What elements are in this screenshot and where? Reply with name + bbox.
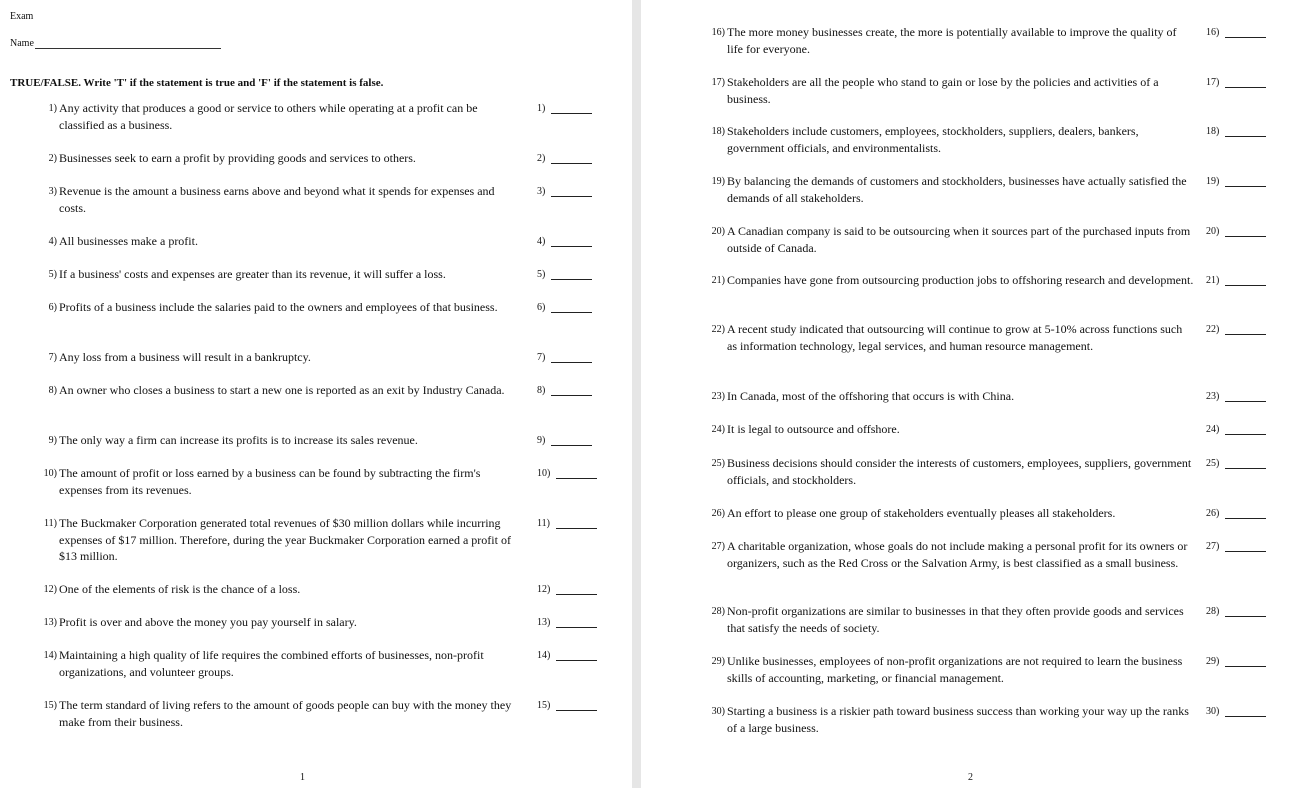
question-item xyxy=(43,647,521,680)
question-item xyxy=(711,603,1195,636)
question-item xyxy=(48,183,521,216)
answer-field[interactable] xyxy=(537,584,597,595)
question-text: A Canadian company is said to be outsourcing when it sources part of the purchased inputs from outside of Canada. xyxy=(727,224,1191,255)
question-text: In Canada, most of the offshoring that occurs is with China. xyxy=(727,389,1015,403)
answer-label: 20) xyxy=(1206,226,1220,237)
answer-label: 13) xyxy=(537,617,551,628)
question-number: 22) xyxy=(711,324,725,335)
answer-field[interactable] xyxy=(1206,126,1266,137)
question-item xyxy=(48,266,521,283)
question-text: Maintaining a high quality of life requires the combined efforts of businesses, non-profit organizations, and volunteer groups. xyxy=(59,648,484,679)
name-label: Name xyxy=(10,38,34,49)
question-number: 29) xyxy=(711,656,725,667)
answer-blank[interactable] xyxy=(1225,178,1266,187)
question-text: Unlike businesses, employees of non-profit organizations are not required to learn the business skills of accounting, marketing, or financial management. xyxy=(727,654,1183,685)
answer-blank[interactable] xyxy=(1225,658,1266,667)
question-number: 21) xyxy=(711,275,725,286)
question-text: The only way a firm can increase its profits is to increase its sales revenue. xyxy=(59,433,418,447)
answer-label: 19) xyxy=(1206,176,1220,187)
question-number: 15) xyxy=(43,700,57,711)
answer-field[interactable] xyxy=(537,269,592,280)
answer-field[interactable] xyxy=(1206,424,1266,435)
answer-blank[interactable] xyxy=(556,619,597,628)
answer-blank[interactable] xyxy=(556,586,597,595)
answer-field[interactable] xyxy=(1206,706,1266,717)
question-item xyxy=(711,223,1195,256)
answer-field[interactable] xyxy=(537,617,597,628)
answer-label: 12) xyxy=(537,584,551,595)
answer-label: 4) xyxy=(537,236,546,247)
answer-field[interactable] xyxy=(1206,324,1266,335)
answer-label: 7) xyxy=(537,352,546,363)
answer-label: 3) xyxy=(537,186,546,197)
question-text: Stakeholders are all the people who stand to gain or lose by the policies and activities of a business. xyxy=(727,75,1159,106)
question-item xyxy=(711,703,1195,736)
question-text: By balancing the demands of customers and stockholders, businesses have actually satisfied the demands of all stakeholders. xyxy=(727,174,1187,205)
question-item xyxy=(711,538,1195,571)
question-number: 19) xyxy=(711,176,725,187)
question-number: 18) xyxy=(711,126,725,137)
question-text: Any activity that produces a good or service to others while operating at a profit can be classified as a business. xyxy=(59,101,478,132)
answer-field[interactable] xyxy=(537,186,592,197)
question-item xyxy=(711,421,1195,438)
answer-field[interactable] xyxy=(537,435,592,446)
question-number: 26) xyxy=(711,508,725,519)
question-text: The term standard of living refers to the amount of goods people can buy with the money they make from their business. xyxy=(59,698,512,729)
answer-blank[interactable] xyxy=(551,238,592,247)
answer-blank[interactable] xyxy=(1225,29,1266,38)
question-number: 5) xyxy=(48,269,57,280)
answer-field[interactable] xyxy=(537,518,597,529)
question-text: Non-profit organizations are similar to businesses in that they often provide goods and services that satisfy the needs of society. xyxy=(727,604,1184,635)
answer-blank[interactable] xyxy=(551,437,592,446)
page-number: 2 xyxy=(968,772,973,783)
question-text: The Buckmaker Corporation generated total revenues of $30 million dollars while incurring expenses of $17 million. Therefore, during the year Buckmaker Corporation earned a profit of $13 million. xyxy=(59,516,511,563)
question-item xyxy=(43,581,521,598)
question-number: 23) xyxy=(711,391,725,402)
question-text: An owner who closes a business to start a new one is reported as an exit by Industry Canada. xyxy=(59,383,505,397)
question-number: 10) xyxy=(43,468,57,479)
answer-blank[interactable] xyxy=(1225,326,1266,335)
question-text: A charitable organization, whose goals do not include making a personal profit for its owners or organizers, such as the Red Cross or the Salvation Army, is best classified as a small business. xyxy=(727,539,1188,570)
question-text: Profits of a business include the salaries paid to the owners and employees of that business. xyxy=(59,300,498,314)
answer-label: 10) xyxy=(537,468,551,479)
question-number: 13) xyxy=(43,617,57,628)
answer-field[interactable] xyxy=(1206,27,1266,38)
answer-label: 26) xyxy=(1206,508,1220,519)
question-item xyxy=(48,432,521,449)
answer-field[interactable] xyxy=(1206,458,1266,469)
answer-field[interactable] xyxy=(537,153,592,164)
answer-blank[interactable] xyxy=(551,188,592,197)
question-text: The more money businesses create, the more is potentially available to improve the quality of life for everyone. xyxy=(727,25,1177,56)
question-text: Any loss from a business will result in a bankruptcy. xyxy=(59,350,311,364)
answer-field[interactable] xyxy=(1206,226,1266,237)
question-text: All businesses make a profit. xyxy=(59,234,198,248)
answer-field[interactable] xyxy=(537,700,597,711)
answer-field[interactable] xyxy=(1206,275,1266,286)
answer-field[interactable] xyxy=(1206,656,1266,667)
question-item xyxy=(711,272,1195,289)
answer-field[interactable] xyxy=(537,468,597,479)
question-number: 4) xyxy=(48,236,57,247)
question-number: 9) xyxy=(48,435,57,446)
answer-blank[interactable] xyxy=(1225,277,1266,286)
question-text: Companies have gone from outsourcing production jobs to offshoring research and development. xyxy=(727,273,1194,287)
answer-label: 29) xyxy=(1206,656,1220,667)
answer-blank[interactable] xyxy=(1225,79,1266,88)
question-text: Business decisions should consider the interests of customers, employees, suppliers, government officials, and stockholders. xyxy=(727,456,1192,487)
question-number: 17) xyxy=(711,77,725,88)
answer-label: 21) xyxy=(1206,275,1220,286)
question-text: If a business' costs and expenses are greater than its revenue, it will suffer a loss. xyxy=(59,267,446,281)
question-number: 1) xyxy=(48,103,57,114)
question-text: The amount of profit or loss earned by a business can be found by subtracting the firm's expenses from its revenues. xyxy=(59,466,481,497)
answer-label: 17) xyxy=(1206,77,1220,88)
answer-label: 27) xyxy=(1206,541,1220,552)
question-text: Starting a business is a riskier path toward business success than working your way up the ranks of a large business. xyxy=(727,704,1189,735)
answer-blank[interactable] xyxy=(1225,708,1266,717)
question-text: A recent study indicated that outsourcing will continue to grow at 5-10% across functions such as information technology, legal services, and human resource management. xyxy=(727,322,1183,353)
answer-field[interactable] xyxy=(537,302,592,313)
answer-blank[interactable] xyxy=(1225,128,1266,137)
question-item xyxy=(48,382,521,399)
question-item xyxy=(43,697,521,730)
answer-blank[interactable] xyxy=(1225,426,1266,435)
answer-label: 8) xyxy=(537,385,546,396)
page-number: 1 xyxy=(300,772,305,783)
question-item xyxy=(711,123,1195,156)
answer-blank[interactable] xyxy=(1225,393,1266,402)
name-line[interactable] xyxy=(35,39,221,49)
question-item xyxy=(711,24,1195,57)
question-text: An effort to please one group of stakeholders eventually pleases all stakeholders. xyxy=(727,506,1116,520)
question-text: Profit is over and above the money you pay yourself in salary. xyxy=(59,615,357,629)
answer-label: 25) xyxy=(1206,458,1220,469)
answer-blank[interactable] xyxy=(1225,510,1266,519)
answer-field[interactable] xyxy=(1206,606,1266,617)
answer-field[interactable] xyxy=(1206,391,1266,402)
answer-label: 18) xyxy=(1206,126,1220,137)
question-text: Revenue is the amount a business earns above and beyond what it spends for expenses and costs. xyxy=(59,184,495,215)
answer-blank[interactable] xyxy=(551,387,592,396)
question-item xyxy=(711,505,1195,522)
question-number: 28) xyxy=(711,606,725,617)
question-item xyxy=(711,321,1195,354)
question-number: 8) xyxy=(48,385,57,396)
name-field[interactable] xyxy=(10,38,221,49)
question-number: 30) xyxy=(711,706,725,717)
question-text: One of the elements of risk is the chance of a loss. xyxy=(59,582,301,596)
answer-field[interactable] xyxy=(1206,77,1266,88)
answer-blank[interactable] xyxy=(1225,228,1266,237)
question-item xyxy=(48,100,521,133)
answer-blank[interactable] xyxy=(551,304,592,313)
answer-blank[interactable] xyxy=(1225,608,1266,617)
answer-label: 16) xyxy=(1206,27,1220,38)
answer-blank[interactable] xyxy=(556,520,597,529)
answer-blank[interactable] xyxy=(551,155,592,164)
answer-field[interactable] xyxy=(537,236,592,247)
answer-field[interactable] xyxy=(537,103,592,114)
section-heading: TRUE/FALSE. Write 'T' if the statement is true and 'F' if the statement is false. xyxy=(10,77,384,89)
question-item xyxy=(44,515,521,565)
question-text: It is legal to outsource and offshore. xyxy=(727,422,900,436)
question-number: 27) xyxy=(711,541,725,552)
answer-label: 24) xyxy=(1206,424,1220,435)
question-item xyxy=(711,74,1195,107)
answer-field[interactable] xyxy=(537,352,592,363)
answer-label: 14) xyxy=(537,650,551,661)
answer-blank[interactable] xyxy=(1225,543,1266,552)
exam-page-2 xyxy=(641,0,1292,788)
question-number: 2) xyxy=(48,153,57,164)
question-item xyxy=(711,455,1195,488)
answer-label: 22) xyxy=(1206,324,1220,335)
answer-field[interactable] xyxy=(1206,541,1266,552)
question-item xyxy=(711,173,1195,206)
question-number: 7) xyxy=(48,352,57,363)
answer-label: 23) xyxy=(1206,391,1220,402)
question-number: 14) xyxy=(43,650,57,661)
question-item xyxy=(48,349,521,366)
exam-label: Exam xyxy=(10,11,34,22)
answer-blank[interactable] xyxy=(556,470,597,479)
answer-blank[interactable] xyxy=(551,105,592,114)
answer-blank[interactable] xyxy=(556,652,597,661)
question-number: 12) xyxy=(43,584,57,595)
question-number: 6) xyxy=(48,302,57,313)
question-number: 16) xyxy=(711,27,725,38)
answer-label: 1) xyxy=(537,103,546,114)
exam-page-1 xyxy=(0,0,632,788)
answer-label: 9) xyxy=(537,435,546,446)
answer-blank[interactable] xyxy=(551,271,592,280)
question-number: 11) xyxy=(44,518,57,529)
answer-label: 5) xyxy=(537,269,546,280)
question-item xyxy=(711,388,1195,405)
question-text: Stakeholders include customers, employees, stockholders, suppliers, dealers, bankers, government officials, and environmentalists. xyxy=(727,124,1139,155)
answer-blank[interactable] xyxy=(551,354,592,363)
question-item xyxy=(43,465,521,498)
question-item xyxy=(48,299,521,316)
answer-label: 2) xyxy=(537,153,546,164)
answer-label: 6) xyxy=(537,302,546,313)
answer-label: 28) xyxy=(1206,606,1220,617)
answer-field[interactable] xyxy=(537,385,592,396)
question-item xyxy=(711,653,1195,686)
answer-label: 11) xyxy=(537,518,550,529)
question-number: 25) xyxy=(711,458,725,469)
question-number: 3) xyxy=(48,186,57,197)
answer-label: 15) xyxy=(537,700,551,711)
question-item xyxy=(43,614,521,631)
question-item xyxy=(48,150,521,167)
answer-blank[interactable] xyxy=(1225,460,1266,469)
answer-label: 30) xyxy=(1206,706,1220,717)
answer-blank[interactable] xyxy=(556,702,597,711)
answer-field[interactable] xyxy=(1206,176,1266,187)
question-number: 24) xyxy=(711,424,725,435)
answer-field[interactable] xyxy=(537,650,597,661)
question-item xyxy=(48,233,521,250)
answer-field[interactable] xyxy=(1206,508,1266,519)
question-text: Businesses seek to earn a profit by providing goods and services to others. xyxy=(59,151,416,165)
question-number: 20) xyxy=(711,226,725,237)
